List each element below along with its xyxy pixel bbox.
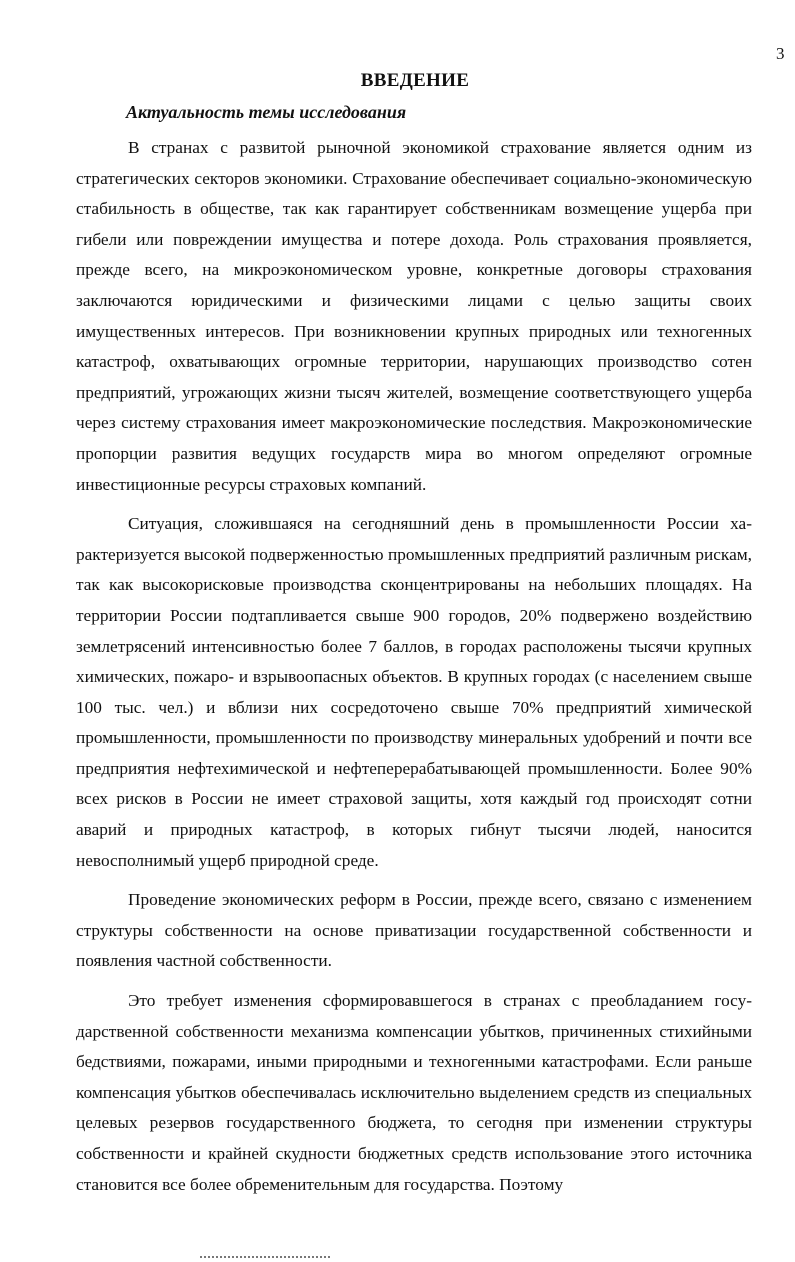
body-text [76, 133, 752, 1200]
paragraph: В странах с развитой рыночной экономикой страхование является одним из стратегических секторов экономики. Страхование обеспечивает социально-экономическую стабильность в обществе, так как гарантирует собственникам возмещение ущерба при гибели или повреждении имущества и потере дохода. Роль страхования проявляется, прежде всего, на микроэкономическом уровне, конкретные договоры страхования заключаются юридическими и физическими лицами с целью защиты своих имущественных интересов. При возникновении крупных природных или техногенных катастроф, охватывающих огромные территории, нарушающих производство сотен предприятий, угрожающих жизни тысяч жителей, возмещение соответствующего ущерба через систему страхования имеет макроэкономические последствия. Макроэкономические пропорции развития ведущих государств мира во многом определяют огромные инвестиционные ресурсы страховых компаний. [76, 138, 752, 494]
paragraph: Это требует изменения сформировавшегося в странах с преобладанием государственной собственности механизма компенсации убытков, причиненных стихийными бедствиями, пожарами, иными природными и техногенными катастрофами. Если раньше компенсация убытков обеспечивалась исключительно выделением средств из специальных целевых резервов государственного бюджета, то сегодня при изменении структуры собственности и крайней скудности бюджетных средств использование этого источника становится все более обременительным для государства. Поэтому [76, 991, 752, 1194]
paragraph: Ситуация, сложившаяся на сегодняшний день в промышленности России характеризуется высокой подверженностью промышленных предприятий различным рискам, так как высокорисковые производства сконцентрированы на небольших площадях. На территории России подтапливается свыше 900 городов, 20% подвержено воздействию землетрясений интенсивностью более 7 баллов, в городах расположены тысячи крупных химических, пожаро- и взрывоопасных объектов. В крупных городах (с населением свыше 100 тыс. чел.) и вблизи них сосредоточено свыше 70% предприятий химической промышленности, промышленности по производству минеральных удобрений и почти все предприятия нефтехимической и нефтеперерабатывающей промышленности. Более 90% всех рисков в России не имеет страховой защиты, хотя каждый год происходят сотни аварий и природных катастроф, в которых гибнут тысячи людей, наносится невосполнимый ущерб природной среде. [76, 514, 752, 870]
paragraph: Проведение экономических реформ в России, прежде всего, связано с изменением структуры собственности на основе приватизации государственной собственности и появления частной собственности. [76, 890, 752, 971]
page-title: ВВЕДЕНИЕ [360, 70, 470, 91]
scan-artifact [200, 1256, 330, 1260]
page-number: 3 [776, 44, 785, 63]
section-subtitle: Актуальность темы исследования [126, 102, 407, 122]
